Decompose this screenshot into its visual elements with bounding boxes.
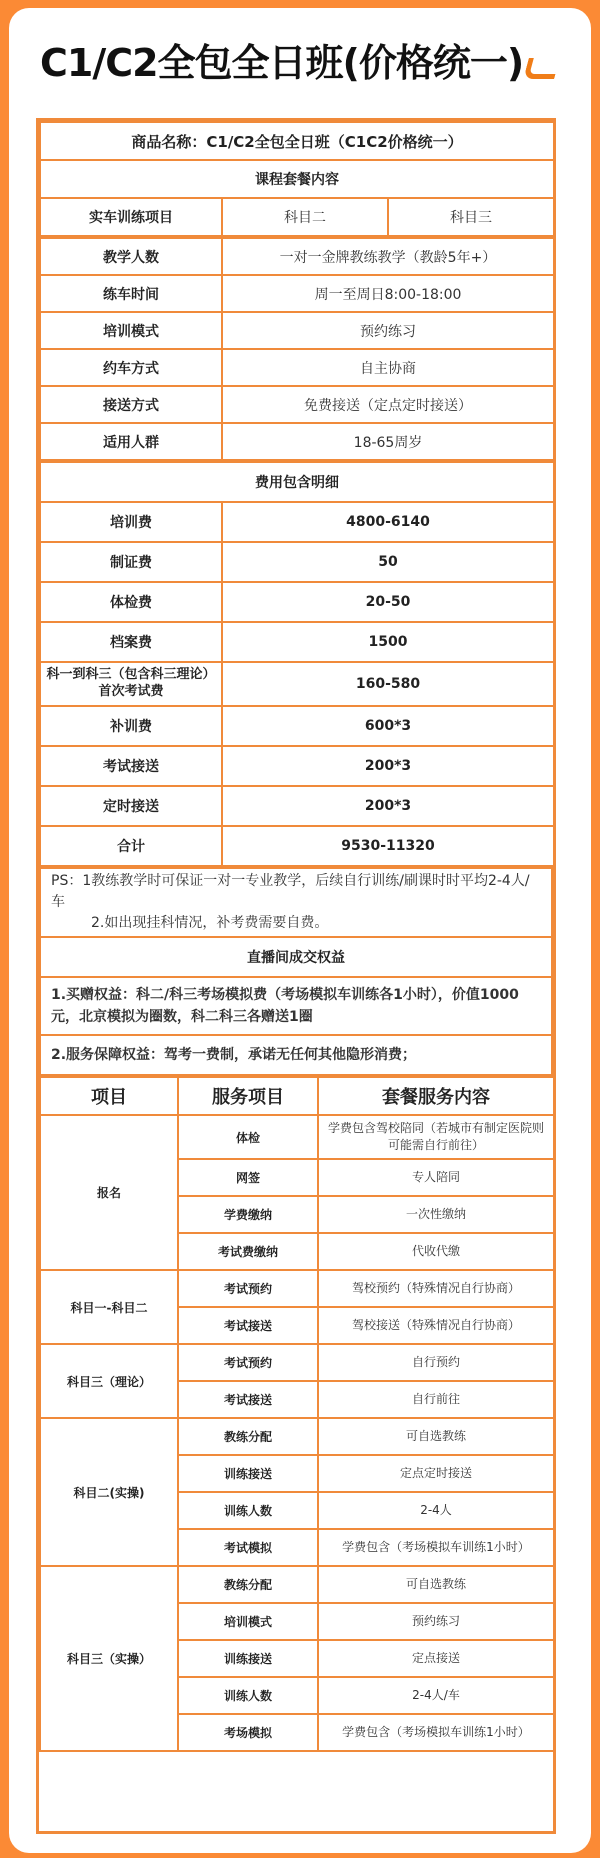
service-item: 教练分配 — [178, 1418, 318, 1455]
service-content: 专人陪同 — [318, 1159, 554, 1196]
service-content: 自行预约 — [318, 1344, 554, 1381]
course-row-label: 接送方式 — [40, 386, 222, 423]
ps-note — [40, 868, 552, 937]
service-item: 训练接送 — [178, 1640, 318, 1677]
fee-label: 合计 — [40, 826, 222, 866]
fee-row — [40, 622, 554, 662]
fee-row — [40, 662, 554, 706]
service-table — [39, 1076, 555, 1752]
fee-value: 9530-11320 — [222, 826, 554, 866]
service-item: 训练人数 — [178, 1677, 318, 1714]
service-content: 驾校预约（特殊情况自行协商） — [318, 1270, 554, 1307]
service-content: 定点接送 — [318, 1640, 554, 1677]
service-item: 考试预约 — [178, 1344, 318, 1381]
fee-value: 20-50 — [222, 582, 554, 622]
subject2-cell: 科目二 — [222, 198, 388, 236]
service-content: 2-4人 — [318, 1492, 554, 1529]
service-content: 可自选教练 — [318, 1418, 554, 1455]
ps-line-1: PS：1教练教学时可保证一对一专业教学，后续自行训练/刷课时时平均2-4人/车 — [51, 873, 530, 910]
fee-label: 考试接送 — [40, 746, 222, 786]
page-title: C1/C2全包全日班(价格统一) — [40, 41, 524, 85]
fee-value: 600*3 — [222, 706, 554, 746]
fee-row — [40, 582, 554, 622]
service-row — [40, 1566, 554, 1603]
course-row-value: 18-65周岁 — [222, 423, 554, 460]
service-item: 训练接送 — [178, 1455, 318, 1492]
fee-row — [40, 542, 554, 582]
fee-value: 200*3 — [222, 786, 554, 826]
product-name: 商品名称：C1/C2全包全日班（C1C2价格统一） — [40, 122, 554, 160]
course-row-value: 自主协商 — [222, 349, 554, 386]
course-row — [40, 423, 554, 460]
fee-value: 200*3 — [222, 746, 554, 786]
service-content: 定点定时接送 — [318, 1455, 554, 1492]
service-category: 科目二(实操) — [40, 1418, 178, 1566]
course-row-value: 周一至周日8:00-18:00 — [222, 275, 554, 312]
fee-row — [40, 826, 554, 866]
course-row-value: 免费接送（定点定时接送） — [222, 386, 554, 423]
course-row — [40, 312, 554, 349]
training-label: 实车训练项目 — [40, 198, 222, 236]
service-item: 训练人数 — [178, 1492, 318, 1529]
fee-value: 160-580 — [222, 662, 554, 706]
course-row — [40, 275, 554, 312]
service-content: 自行前往 — [318, 1381, 554, 1418]
fee-value: 1500 — [222, 622, 554, 662]
service-item: 考试费缴纳 — [178, 1233, 318, 1270]
section-fees: 费用包含明细 — [40, 462, 554, 502]
service-header-item: 项目 — [40, 1077, 178, 1115]
service-category: 报名 — [40, 1115, 178, 1270]
section-course: 课程套餐内容 — [40, 160, 554, 198]
course-row-label: 约车方式 — [40, 349, 222, 386]
service-header-service: 服务项目 — [178, 1077, 318, 1115]
fee-table — [39, 461, 555, 867]
service-item: 教练分配 — [178, 1566, 318, 1603]
service-category: 科目三（实操） — [40, 1566, 178, 1751]
service-item: 体检 — [178, 1115, 318, 1159]
section-live: 直播间成交权益 — [40, 937, 552, 977]
service-item: 考试接送 — [178, 1307, 318, 1344]
fee-label: 档案费 — [40, 622, 222, 662]
fee-row — [40, 786, 554, 826]
service-content: 2-4人/车 — [318, 1677, 554, 1714]
course-row-label: 适用人群 — [40, 423, 222, 460]
service-item: 网签 — [178, 1159, 318, 1196]
benefit-2: 2.服务保障权益：驾考一费制，承诺无任何其他隐形消费； — [40, 1035, 552, 1075]
fee-label: 科一到科三（包含科三理论）首次考试费 — [40, 662, 222, 706]
fee-label: 培训费 — [40, 502, 222, 542]
course-row-value: 一对一金牌教练教学（教龄5年+） — [222, 238, 554, 275]
service-header-content: 套餐服务内容 — [318, 1077, 554, 1115]
service-row — [40, 1418, 554, 1455]
fee-row — [40, 706, 554, 746]
fee-label: 补训费 — [40, 706, 222, 746]
course-row-value: 预约练习 — [222, 312, 554, 349]
benefit-1: 1.买赠权益：科二/科三考场模拟费（考场模拟车训练各1小时），价值1000元，北京模拟为圈数，科二科三各赠送1圈 — [40, 977, 552, 1035]
service-content: 学费包含驾校陪同（若城市有制定医院则可能需自行前往） — [318, 1115, 554, 1159]
service-item: 考场模拟 — [178, 1714, 318, 1751]
service-content: 代收代缴 — [318, 1233, 554, 1270]
service-item: 学费缴纳 — [178, 1196, 318, 1233]
service-content: 一次性缴纳 — [318, 1196, 554, 1233]
ps-line-2: 2.如出现挂科情况，补考费需要自费。 — [91, 915, 329, 931]
service-content: 可自选教练 — [318, 1566, 554, 1603]
fee-value: 50 — [222, 542, 554, 582]
fee-row — [40, 502, 554, 542]
course-fee-table — [39, 121, 555, 237]
fee-label: 体检费 — [40, 582, 222, 622]
service-row — [40, 1115, 554, 1159]
fee-row — [40, 746, 554, 786]
service-content: 驾校接送（特殊情况自行协商） — [318, 1307, 554, 1344]
service-item: 考试接送 — [178, 1381, 318, 1418]
course-row-label: 教学人数 — [40, 238, 222, 275]
subject3-cell: 科目三 — [388, 198, 554, 236]
service-content: 学费包含（考场模拟车训练1小时） — [318, 1714, 554, 1751]
service-category: 科目一-科目二 — [40, 1270, 178, 1344]
service-content: 预约练习 — [318, 1603, 554, 1640]
fee-label: 定时接送 — [40, 786, 222, 826]
course-row-label: 练车时间 — [40, 275, 222, 312]
service-item: 考试模拟 — [178, 1529, 318, 1566]
course-rows-table — [39, 237, 555, 461]
course-row-label: 培训模式 — [40, 312, 222, 349]
service-row — [40, 1270, 554, 1307]
service-content: 学费包含（考场模拟车训练1小时） — [318, 1529, 554, 1566]
service-category: 科目三（理论） — [40, 1344, 178, 1418]
course-row — [40, 349, 554, 386]
service-item: 考试预约 — [178, 1270, 318, 1307]
fee-label: 制证费 — [40, 542, 222, 582]
title-decoration — [523, 58, 560, 79]
course-row — [40, 238, 554, 275]
course-row — [40, 386, 554, 423]
notes-table — [39, 867, 553, 1076]
service-row — [40, 1344, 554, 1381]
fee-value: 4800-6140 — [222, 502, 554, 542]
info-table-frame — [36, 118, 556, 1834]
service-item: 培训模式 — [178, 1603, 318, 1640]
